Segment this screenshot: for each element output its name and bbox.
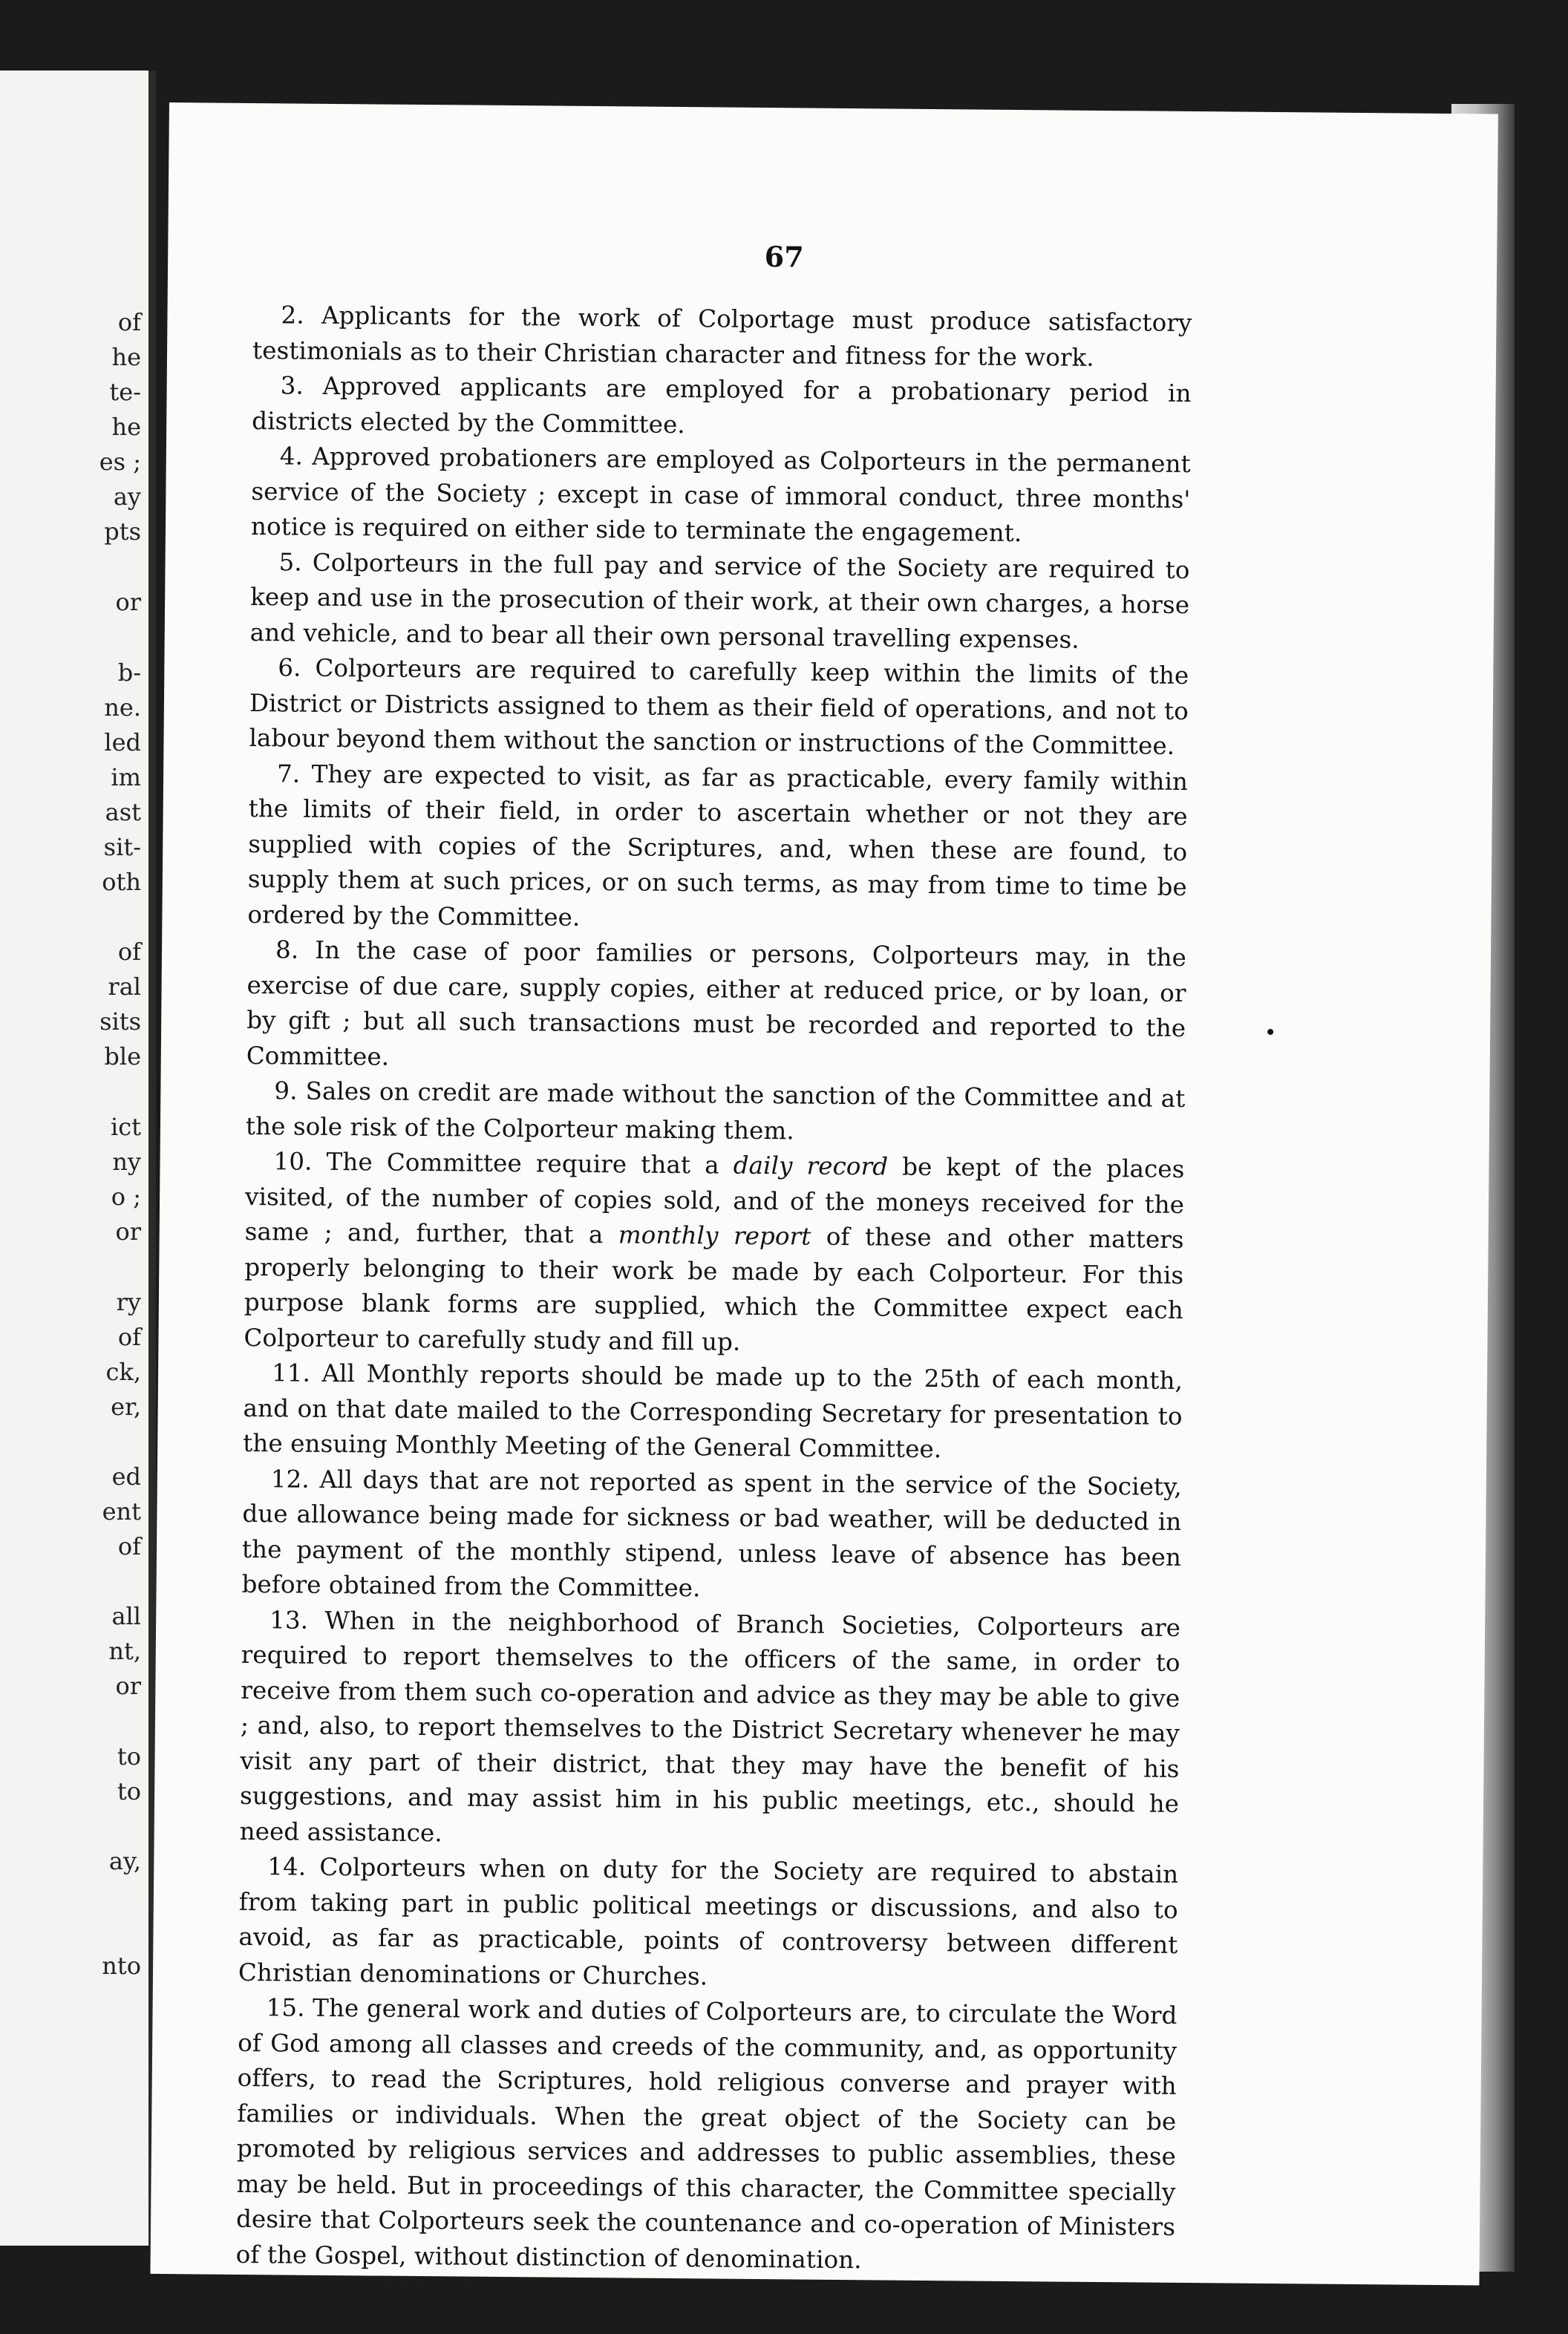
left-page-fragment: b- <box>117 658 141 687</box>
ink-speck <box>1267 1029 1273 1035</box>
italic-term: daily record <box>733 1151 889 1181</box>
left-page-fragment: ay, <box>108 1847 141 1875</box>
left-page-fragment: to <box>117 1777 141 1805</box>
rule-item: 13. When in the neighborhood of Branch Societies, Colporteurs are required to report themselves to the officers of the same, in order to receive from them such co-operation and advice as they may be able to give ; and, also, to report themselves to the District Secretary whenever he may visit any part of their district, that they may have the benefit of his suggestions, and may assist him in his public meetings, etc., should he need assistance. <box>239 1605 1181 1847</box>
left-page-fragment: ict <box>110 1113 141 1141</box>
rule-item: 14. Colporteurs when on duty for the Society are required to abstain from taking part in public political meetings or discussions, and also to avoid, as far as practicable, points of controversy between different Christian denominations or Churches. <box>238 1852 1179 1990</box>
left-page-fragment: nt, <box>108 1637 141 1665</box>
left-page-fragment: oth <box>102 868 141 896</box>
rule-item: 11. All Monthly reports should be made up to the 25th of each month, and on that date mailed to the Corresponding Secretary for presentation to the ensuing Monthly Meeting of the General Committee. <box>243 1359 1183 1464</box>
rule-item: 9. Sales on credit are made without the sanction of the Committee and at the sole risk of the Colporteur making them. <box>245 1076 1186 1145</box>
left-page-fragment: ral <box>108 972 141 1001</box>
left-page-fragment: ent <box>102 1497 141 1526</box>
left-page-fragment: ne. <box>104 693 141 722</box>
left-page-fragment: ed <box>111 1462 141 1491</box>
left-page-fragment: ny <box>112 1148 141 1176</box>
left-page-fragment: he <box>111 413 141 441</box>
left-page-fragment: led <box>104 728 141 756</box>
rule-item: 15. The general work and duties of Colporteurs are, to circulate the Word of God among all classes and creeds of the community, and, as opportunity offers, to read the Scriptures, hold religious converse and prayer with families or individuals. When the great object of the Society can be promoted by religious services and addresses to public assemblies, these may be held. But in proceedings of this character, the Committee specially desire that Colporteurs seek the countenance and co-operation of Ministers of the Gospel, without distinction of denomination. <box>235 1993 1177 2274</box>
page-number: 67 <box>764 240 804 274</box>
document-page <box>150 102 1497 2286</box>
left-page-fragment: or <box>115 588 141 616</box>
rule-text: be kept of the places visited, of the number of copies sold, and of the moneys received for the same ; and, further, that a <box>244 1152 1185 1249</box>
left-page-fragment: ry <box>116 1288 141 1316</box>
left-page-fragment: ck, <box>105 1358 141 1386</box>
left-page-fragment: of <box>117 938 141 966</box>
left-page-fragment: er, <box>111 1393 141 1421</box>
rule-item: 7. They are expected to visit, as far as practicable, every family within the limits of their field, in order to ascertain whether or not they are supplied with copies of the Scriptures, and, when these are found, to supply them at such prices, or on such terms, as may from time to time be ordered by the Committee. <box>247 759 1189 932</box>
rule-item: 5. Colporteurs in the full pay and service of the Society are required to keep and use in the prosecution of their work, at their own charges, a horse and vehicle, and to bear all their own personal travelling expenses. <box>249 547 1190 654</box>
rule-item: 6. Colporteurs are required to carefully keep within the limits of the District or Districts assigned to them as their field of operations, and not to labour beyond them without the sanction or instructions of the Committee. <box>249 653 1189 760</box>
left-page-fragment: es ; <box>99 448 141 476</box>
left-page-fragment: he <box>111 343 141 371</box>
left-page-fragment: im <box>111 763 141 791</box>
left-page-fragment: of <box>117 308 141 336</box>
rule-item: 12. All days that are not reported as spent in the service of the Society, due allowance being made for sickness or bad weather, will be deducted in the payment of the monthly stipend, unless leave of absence has been before obtained from the Committee. <box>241 1464 1182 1603</box>
left-page-fragment: te- <box>109 378 141 406</box>
left-page-fragment: or <box>115 1217 141 1246</box>
left-page-fragment: all <box>111 1602 141 1630</box>
left-page-fragment: to <box>117 1742 141 1771</box>
left-facing-page <box>0 71 156 2246</box>
italic-term: monthly report <box>618 1220 811 1251</box>
left-page-fragment: of <box>117 1532 141 1560</box>
left-page-fragment: pts <box>104 517 141 546</box>
rule-text: of these and other matters properly belonging to their work be made by each Colporteur. For this purpose blank forms are supplied, which the Committee expect each Colporteur to carefully study and fill up. <box>244 1222 1184 1356</box>
left-page-fragment: sit- <box>103 833 141 861</box>
rule-item <box>244 1144 1184 1364</box>
rule-item: 8. In the case of poor families or persons, Colporteurs may, in the exercise of due care, supply copies, either at reduced price, or by loan, or by gift ; but all such transactions must be recorded and reported to the Committee. <box>246 935 1187 1071</box>
left-page-fragment: of <box>117 1323 141 1351</box>
left-page-fragment: ast <box>105 798 141 826</box>
rule-item: 2. Applicants for the work of Colportage must produce satisfactory testimonials as to their Christian character and fitness for the work. <box>252 301 1192 372</box>
rule-item: 4. Approved probationers are employed as Colporteurs in the permanent service of the Society ; except in case of immoral conduct, three months' notice is required on either side to terminate the engagement. <box>250 442 1191 548</box>
left-page-fragment: ble <box>104 1042 141 1070</box>
rule-text: 10. The Committee require that a <box>273 1147 734 1180</box>
left-page-fragment: nto <box>102 1952 141 1980</box>
left-page-fragment: o ; <box>111 1183 141 1211</box>
rule-item: 3. Approved applicants are employed for a probationary period in districts elected by the Committee. <box>252 371 1192 439</box>
left-page-fragment: sits <box>99 1007 141 1036</box>
rules-list <box>235 298 1192 2281</box>
left-page-fragment: or <box>115 1672 141 1700</box>
left-page-fragment: ay <box>113 483 141 511</box>
